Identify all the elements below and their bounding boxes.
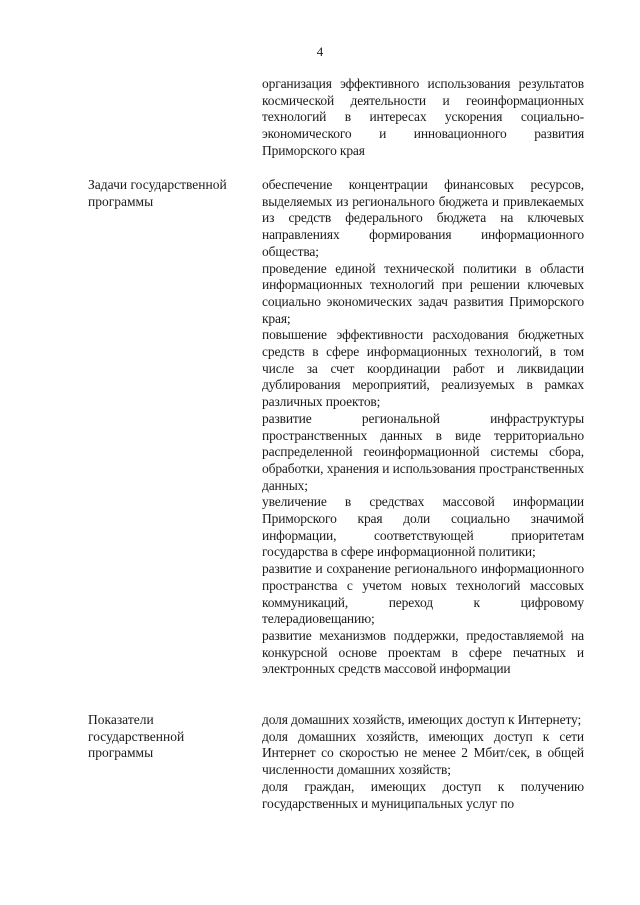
task-item: развитие и сохранение регионального информационного пространства с учетом новых технологий массовых коммуникаций, переход к цифровому телерадиовещанию; [262, 561, 584, 627]
indicators-heading: Показатели государственной программы [88, 712, 185, 761]
task-item: проведение единой технической политики в области информационных технологий при решении ключевых социально экономических задач развития Приморского края; [262, 260, 584, 326]
task-item: обеспечение концентрации финансовых ресурсов, выделяемых из регионального бюджета и привлекаемых из средств федерального бюджета на ключевых направлениях формирования информационного общества; [262, 177, 584, 259]
task-item: увеличение в средствах массовой информации Приморского края доли социально значимой информации, соответствующей приоритетам государства в сфере информационной политики; [262, 494, 584, 560]
task-item: развитие механизмов поддержки, предоставляемой на конкурсной основе проектам в сфере печатных и электронных средств массовой информации [262, 627, 584, 677]
tasks-heading: Задачи государственной программы [88, 177, 227, 209]
task-item: развитие региональной инфраструктуры пространственных данных в виде территориально распределенной геоинформационной системы сбора, обработки, хранения и использования пространственных данных; [262, 410, 584, 493]
task-item: повышение эффективности расходования бюджетных средств в сфере информационных технологий, в том числе за счет координации работ и ликвидации дублирования мероприятий, реализуемых в рамках различных проектов; [262, 327, 584, 410]
indicator-item: доля домашних хозяйств, имеющих доступ к сети Интернет со скоростью не менее 2 Мбит/сек, в общей численности домашних хозяйств; [262, 728, 584, 778]
indicator-item: доля граждан, имеющих доступ к получению государственных и муниципальных услуг по [262, 778, 584, 811]
tasks-list [262, 177, 584, 678]
goal-continuation-text: организация эффективного использования результатов космической деятельности и геоинформационных технологий в интересах ускорения социально-экономического и инновационного развития Приморского края [262, 76, 584, 158]
page-number: 4 [316, 44, 324, 59]
indicator-item: доля домашних хозяйств, имеющих доступ к Интернету; [262, 712, 582, 727]
indicators-list [262, 712, 584, 812]
goal-continuation [262, 76, 584, 160]
